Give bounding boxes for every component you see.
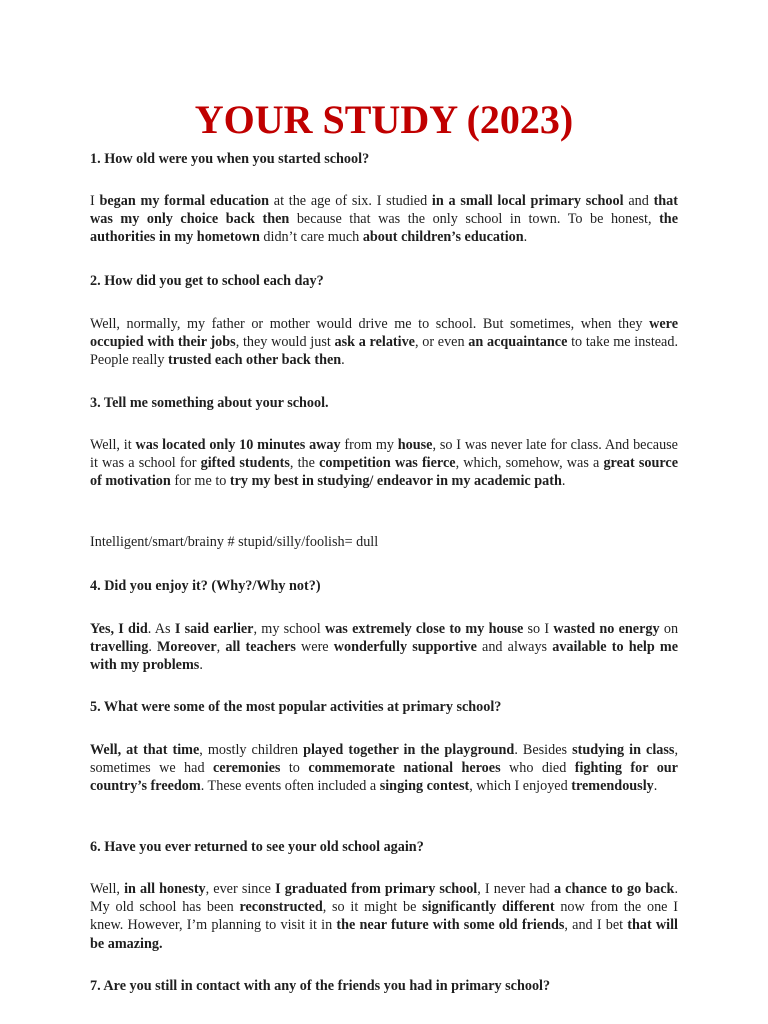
answer-3: Well, it was located only 10 minutes away from my house, so I was never late for class. And because it was a school for gifted students, the competition was fierce, which, somehow, was a great source of motivation for me to try my best in studying/ endeavor in my academic path. [90, 437, 678, 490]
question-5: 5. What were some of the most popular activities at primary school? [90, 699, 502, 715]
answer-2: Well, normally, my father or mother would drive me to school. But sometimes, when they were occupied with their jobs, they would just ask a relative, or even an acquaintance to take me instead. People really trusted each other back then. [90, 316, 678, 369]
answer-4: Yes, I did. As I said earlier, my school was extremely close to my house so I wasted no energy on travelling. Moreover, all teachers were wonderfully supportive and always available to help me with my problems. [90, 621, 679, 674]
answer-5: Well, at that time, mostly children played together in the playground. Besides studying in class, sometimes we had ceremonies to commemorate national heroes who died fighting for our country’s freedom. These events often included a singing contest, which I enjoyed tremendously. [90, 742, 678, 795]
synonym-note: Intelligent/smart/brainy # stupid/silly/foolish= dull [90, 534, 379, 550]
question-1: 1. How old were you when you started school? [90, 151, 370, 167]
page-title: YOUR STUDY (2023) [194, 97, 574, 142]
answer-6: Well, in all honesty, ever since I graduated from primary school, I never had a chance to go back. My old school has been reconstructed, so it might be significantly different now from the one I knew. However, I’m planning to visit it in the near future with some old friends, and I bet that will be amazing. [90, 881, 678, 952]
answer-1: I began my formal education at the age of six. I studied in a small local primary school and that was my only choice back then because that was the only school in town. To be honest, the authorities in my hometown didn’t care much about children’s education. [90, 193, 678, 246]
question-3: 3. Tell me something about your school. [90, 395, 329, 411]
question-4: 4. Did you enjoy it? (Why?/Why not?) [90, 578, 321, 594]
question-6: 6. Have you ever returned to see your old school again? [90, 839, 424, 855]
question-2: 2. How did you get to school each day? [90, 273, 324, 289]
question-7: 7. Are you still in contact with any of the friends you had in primary school? [90, 978, 551, 994]
